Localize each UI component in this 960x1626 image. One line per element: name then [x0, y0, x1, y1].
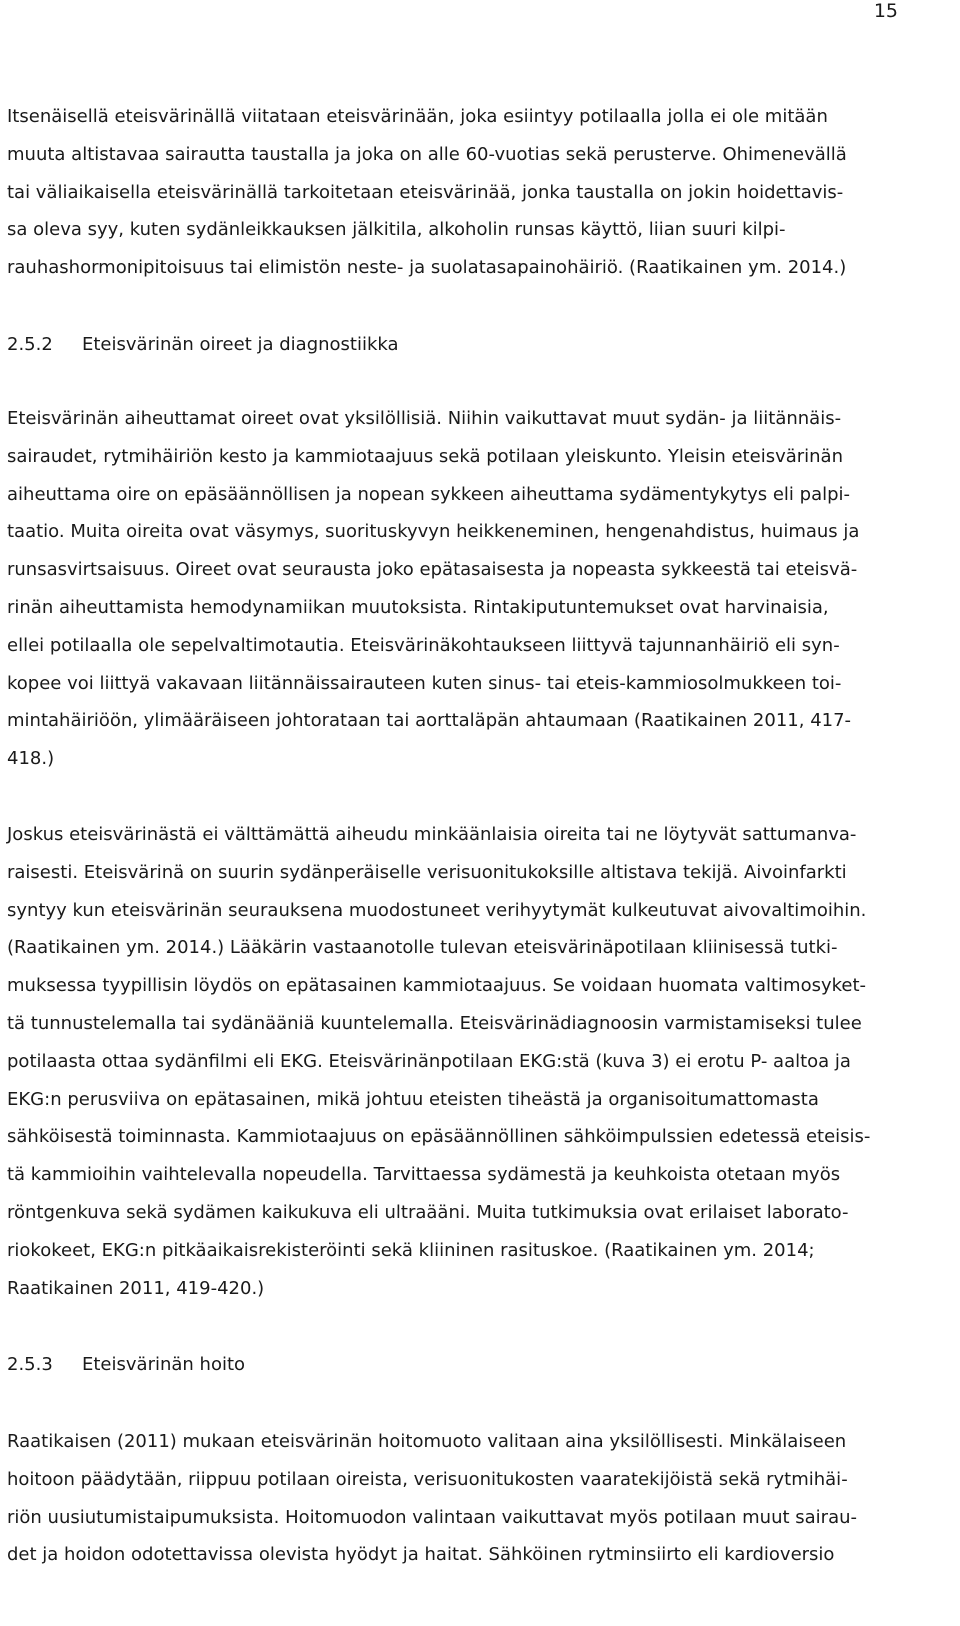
text-line: syntyy kun eteisvärinän seurauksena muodostuneet verihyytymät kulkeutuvat aivovaltimoihin.	[7, 899, 867, 921]
text-line: muksessa tyypillisin löydös on epätasainen kammiotaajuus. Se voidaan huomata valtimosyket-	[7, 975, 867, 997]
section-number: 2.5.2	[7, 334, 53, 355]
text-line: det ja hoidon odotettavissa olevista hyödyt ja haitat. Sähköinen rytminsiirto eli kardioversio	[7, 1544, 835, 1566]
text-line: tä kammioihin vaihtelevalla nopeudella. Tarvittaessa sydämestä ja keuhkoista otetaan myös	[7, 1164, 841, 1186]
text-line: mintahäiriöön, ylimääräiseen johtorataan tai aorttaläpän ahtaumaan (Raatikainen 2011, 417-	[7, 710, 852, 732]
text-line: sairaudet, rytmihäiriön kesto ja kammiotaajuus sekä potilaan yleiskunto. Yleisin eteisvärinän	[7, 445, 843, 467]
text-line: aiheuttama oire on epäsäännöllisen ja nopean sykkeen aiheuttama sydämentykytys eli palpi-	[7, 483, 851, 505]
text-line: 418.)	[7, 748, 55, 770]
text-line: Raatikaisen (2011) mukaan eteisvärinän hoitomuoto valitaan aina yksilöllisesti. Minkälaiseen	[7, 1431, 847, 1452]
text-line: hoitoon päädytään, riippuu potilaan oireista, verisuonitukosten vaaratekijöistä sekä rytmihäi-	[7, 1468, 848, 1490]
section-heading-2-5-2	[7, 330, 399, 360]
text-line: runsasvirtsaisuus. Oireet ovat seurausta joko epätasaisesta ja nopeasta sykkeestä tai eteisvä-	[7, 559, 858, 581]
paragraph-atrial-fibrillation-types	[7, 98, 927, 287]
text-line: Eteisvärinän aiheuttamat oireet ovat yksilöllisiä. Niihin vaikuttavat muut sydän- ja liitännäis-	[7, 408, 842, 429]
text-line: tai väliaikaisella eteisvärinällä tarkoitetaan eteisvärinää, jonka taustalla on jokin hoidettavis-	[7, 181, 844, 203]
text-line: röntgenkuva sekä sydämen kaikukuva eli ultraääni. Muita tutkimuksia ovat erilaiset laborato-	[7, 1201, 849, 1223]
text-line: kopee voi liittyä vakavaan liitännäissairauteen kuten sinus- tai eteis-kammiosolmukkeen toi-	[7, 672, 842, 694]
paragraph-treatment	[7, 1423, 927, 1574]
text-line: riön uusiutumistaipumuksista. Hoitomuodon valintaan vaikuttavat myös potilaan muut sairau-	[7, 1506, 858, 1528]
text-line: sa oleva syy, kuten sydänleikkauksen jälkitila, alkoholin runsas käyttö, liian suuri kilpi-	[7, 219, 786, 241]
section-title: Eteisvärinän hoito	[82, 1354, 246, 1375]
text-line: riokokeet, EKG:n pitkäaikaisrekisteröinti sekä kliininen rasituskoe. (Raatikainen ym. 2014;	[7, 1239, 815, 1261]
text-line: EKG:n perusviiva on epätasainen, mikä johtuu eteisten tiheästä ja organisoitumattomasta	[7, 1088, 819, 1110]
text-line: ellei potilaalla ole sepelvaltimotautia. Eteisvärinäkohtaukseen liittyvä tajunnanhäiriö eli syn-	[7, 634, 840, 656]
text-line: Itsenäisellä eteisvärinällä viitataan eteisvärinään, joka esiintyy potilaalla jolla ei ole mitään	[7, 106, 828, 127]
text-line: potilaasta ottaa sydänfilmi eli EKG. Eteisvärinänpotilaan EKG:stä (kuva 3) ei erotu P- aaltoa ja	[7, 1050, 851, 1072]
text-line: tä tunnustelemalla tai sydänääniä kuuntelemalla. Eteisvärinädiagnoosin varmistamiseksi tulee	[7, 1012, 862, 1034]
text-line: muuta altistavaa sairautta taustalla ja joka on alle 60-vuotias sekä perusterve. Ohimenevällä	[7, 143, 847, 165]
section-title: Eteisvärinän oireet ja diagnostiikka	[82, 334, 399, 355]
section-number: 2.5.3	[7, 1354, 53, 1375]
text-line: rinän aiheuttamista hemodynamiikan muutoksista. Rintakiputuntemukset ovat harvinaisia,	[7, 596, 829, 618]
text-line: raisesti. Eteisvärinä on suurin sydänperäiselle verisuonitukoksille altistava tekijä. Aivoinfarkti	[7, 861, 847, 883]
page-number: 15	[873, 0, 898, 22]
text-line: Joskus eteisvärinästä ei välttämättä aiheudu minkäänlaisia oireita tai ne löytyvät sattumanva-	[7, 824, 857, 845]
text-line: taatio. Muita oireita ovat väsymys, suorituskyvyn heikkeneminen, hengenahdistus, huimaus ja	[7, 521, 860, 543]
text-line: (Raatikainen ym. 2014.) Lääkärin vastaanotolle tulevan eteisvärinäpotilaan kliinisessä tutki-	[7, 937, 838, 959]
text-line: Raatikainen 2011, 419-420.)	[7, 1277, 265, 1299]
text-line: sähköisestä toiminnasta. Kammiotaajuus on epäsäännöllinen sähköimpulssien edetessä eteisis-	[7, 1126, 871, 1148]
paragraph-diagnostics	[7, 816, 927, 1307]
text-line: rauhashormonipitoisuus tai elimistön neste- ja suolatasapainohäiriö. (Raatikainen ym. 2014.)	[7, 257, 847, 279]
paragraph-symptoms	[7, 400, 927, 778]
section-heading-2-5-3	[7, 1350, 245, 1380]
